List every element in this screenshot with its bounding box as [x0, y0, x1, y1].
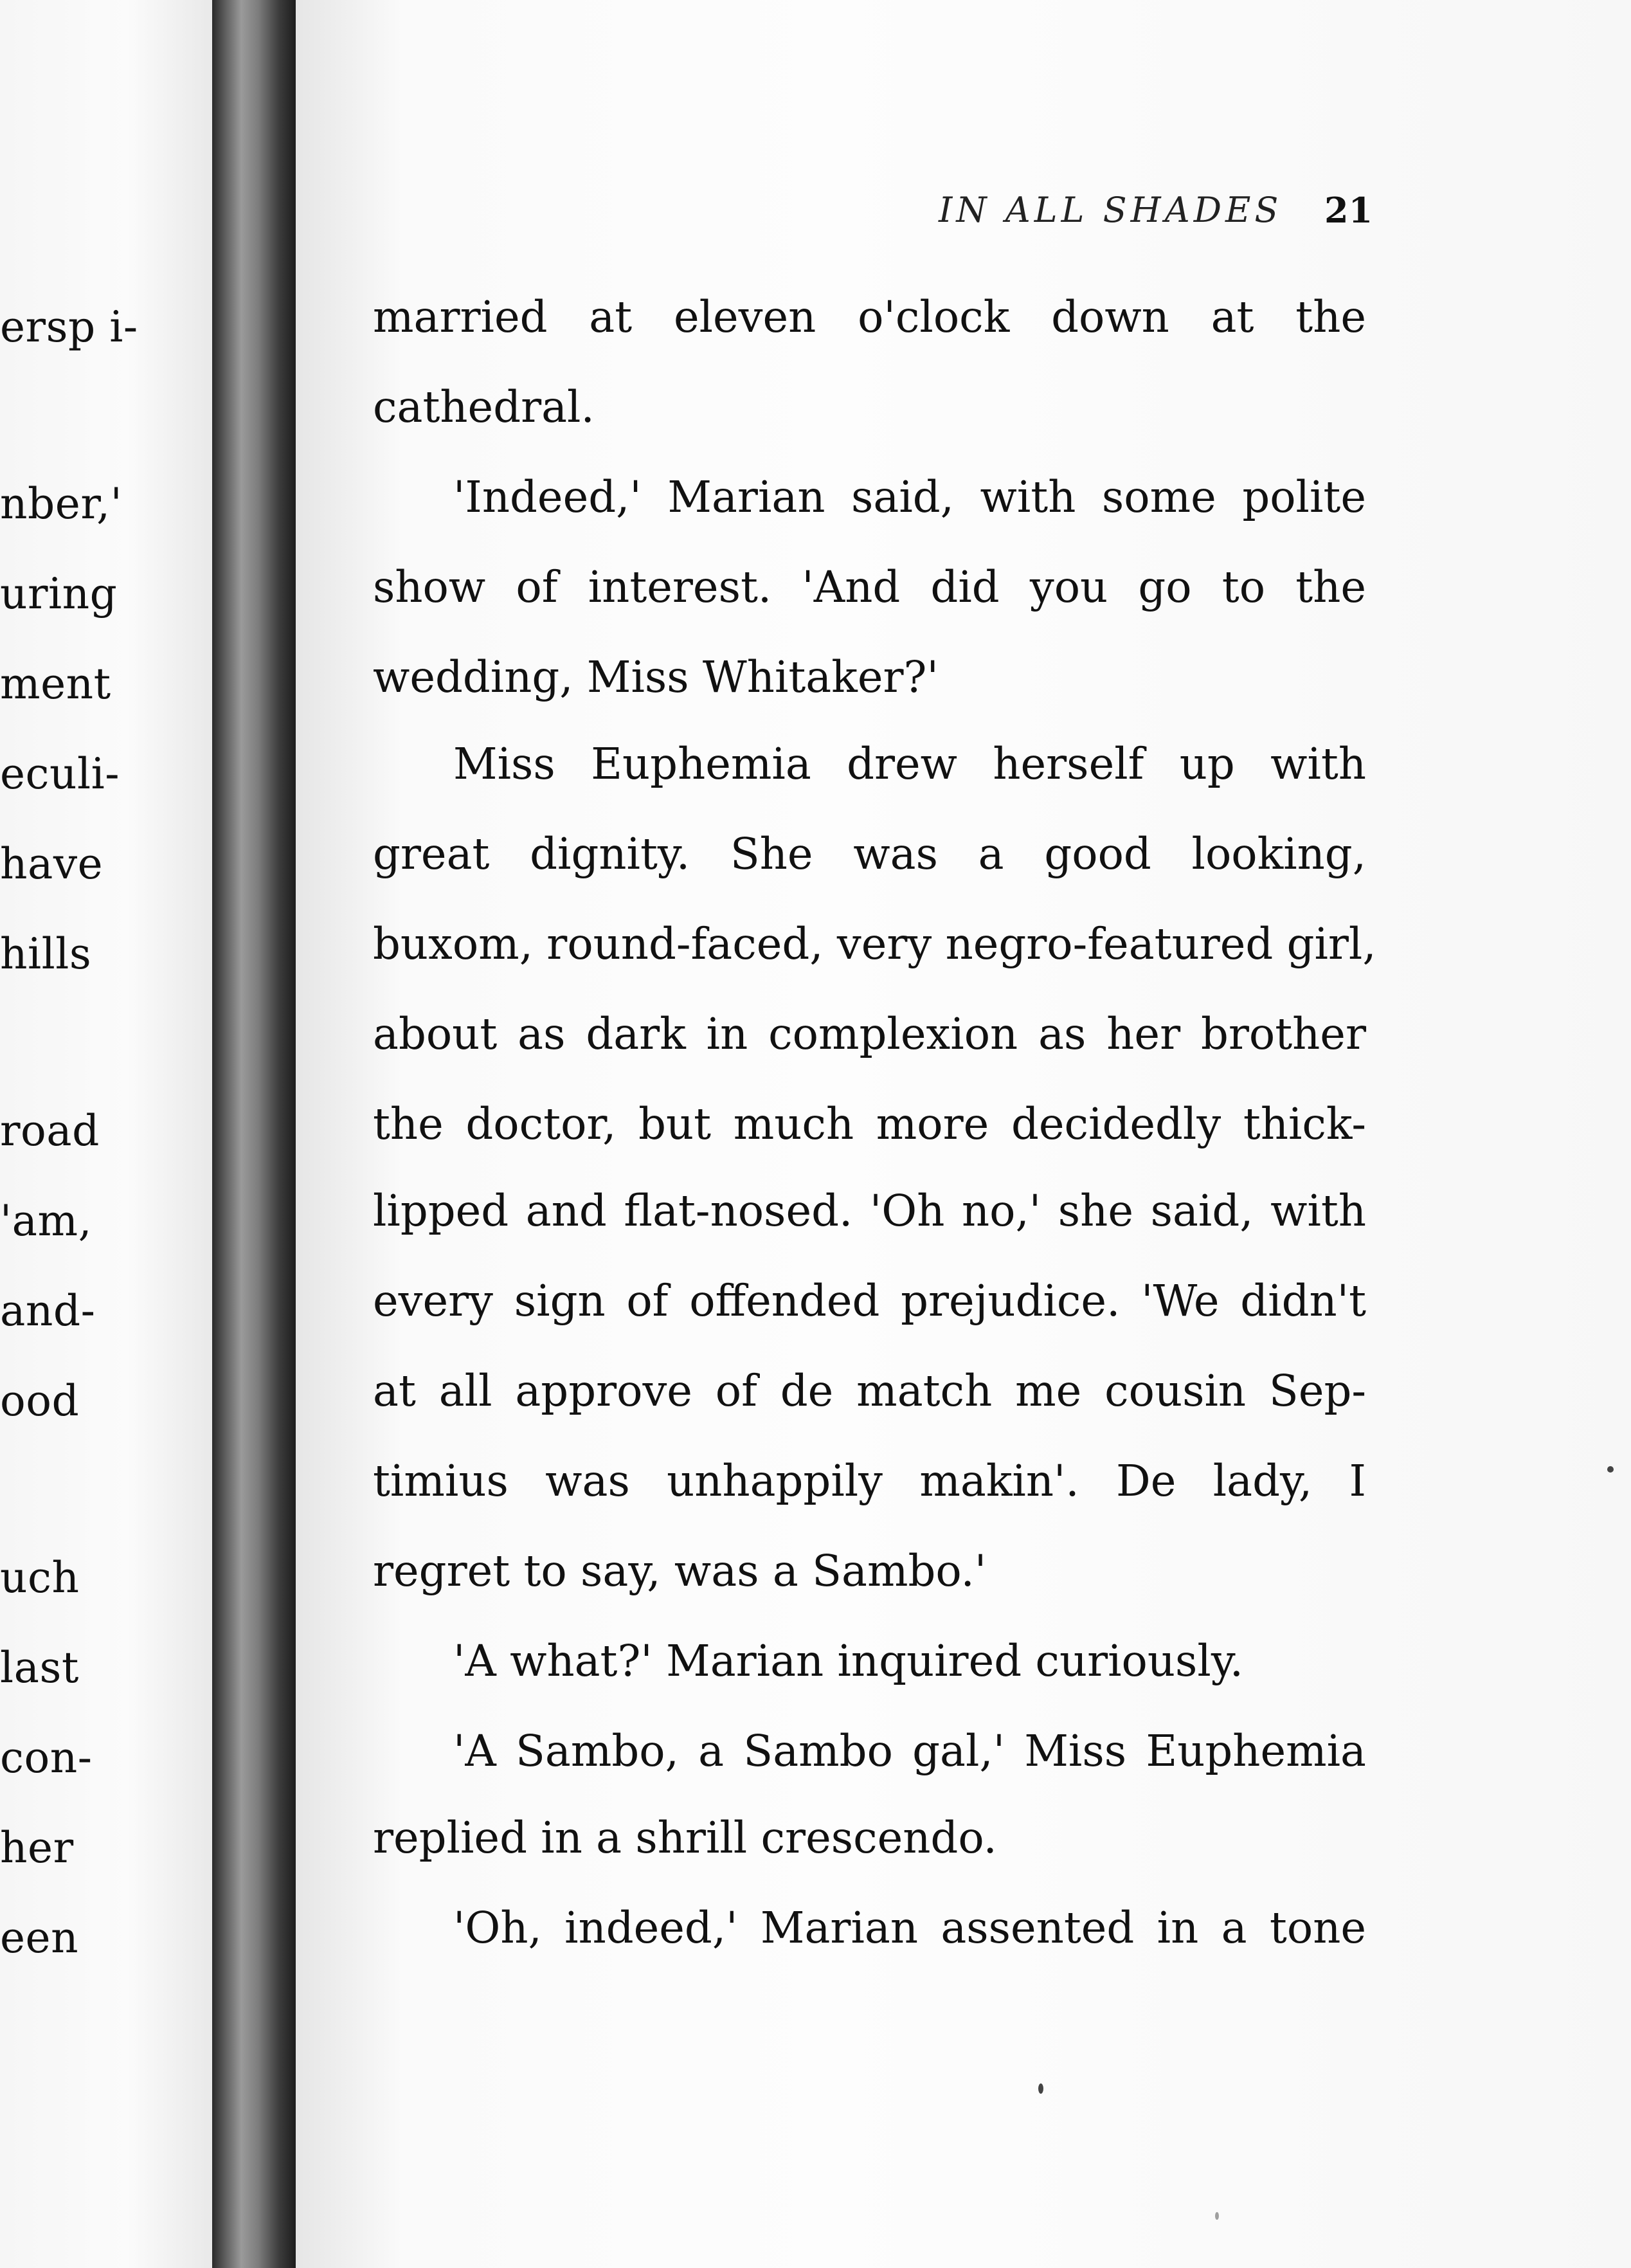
- text-line: about as dark in complexion as her brother: [373, 1009, 1366, 1059]
- left-fragment: eculi-: [0, 749, 120, 799]
- left-fragment: 'am,: [0, 1196, 93, 1246]
- text-line: great dignity. She was a good looking,: [373, 829, 1366, 879]
- text-line: show of interest. 'And did you go to the: [373, 562, 1366, 612]
- page-number: 21: [1324, 190, 1373, 231]
- text-line: every sign of offended prejudice. 'We didn't: [373, 1276, 1366, 1326]
- left-fragment: last: [0, 1643, 79, 1692]
- text-line: replied in a shrill crescendo.: [373, 1813, 997, 1863]
- left-fragment: have: [0, 839, 104, 889]
- text-line: at all approve of de match me cousin Sep-: [373, 1366, 1366, 1416]
- left-fragment: and-: [0, 1286, 96, 1336]
- text-line: married at eleven o'clock down at the: [373, 292, 1366, 342]
- text-line: 'A what?' Marian inquired curiously.: [453, 1636, 1244, 1686]
- left-fragment: uring: [0, 569, 118, 619]
- text-line: lipped and flat-nosed. 'Oh no,' she said, with: [373, 1186, 1366, 1236]
- left-fragment: nber,': [0, 479, 123, 529]
- text-line: wedding, Miss Whitaker?': [373, 652, 939, 702]
- text-line: buxom, round-faced, very negro-featured girl,: [373, 919, 1376, 969]
- text-line: timius was unhappily makin'. De lady, I: [373, 1456, 1366, 1506]
- previous-page-edge: [0, 0, 212, 2268]
- dust-speck: [1038, 2083, 1043, 2094]
- book-page: [296, 0, 1631, 2268]
- text-line: Miss Euphemia drew herself up with: [453, 739, 1366, 789]
- left-fragment: ersp i-: [0, 302, 138, 352]
- left-fragment: road: [0, 1106, 100, 1156]
- dust-speck: [1607, 1466, 1614, 1473]
- text-line: the doctor, but much more decidedly thick-: [373, 1099, 1366, 1149]
- left-fragment: een: [0, 1913, 79, 1963]
- text-line: cathedral.: [373, 382, 595, 432]
- left-fragment: uch: [0, 1553, 80, 1602]
- text-line: regret to say, was a Sambo.': [373, 1546, 987, 1596]
- book-gutter-shadow: [212, 0, 296, 2268]
- text-line: 'Oh, indeed,' Marian assented in a tone: [453, 1903, 1366, 1953]
- left-fragment: ment: [0, 659, 111, 709]
- left-fragment: ood: [0, 1376, 80, 1426]
- left-fragment: con-: [0, 1733, 93, 1783]
- running-head: IN ALL SHADES: [939, 190, 1283, 230]
- text-line: 'A Sambo, a Sambo gal,' Miss Euphemia: [453, 1726, 1366, 1776]
- text-line: 'Indeed,' Marian said, with some polite: [453, 472, 1366, 522]
- left-fragment: hills: [0, 929, 92, 979]
- left-fragment: her: [0, 1823, 74, 1873]
- dust-speck: [1215, 2212, 1219, 2220]
